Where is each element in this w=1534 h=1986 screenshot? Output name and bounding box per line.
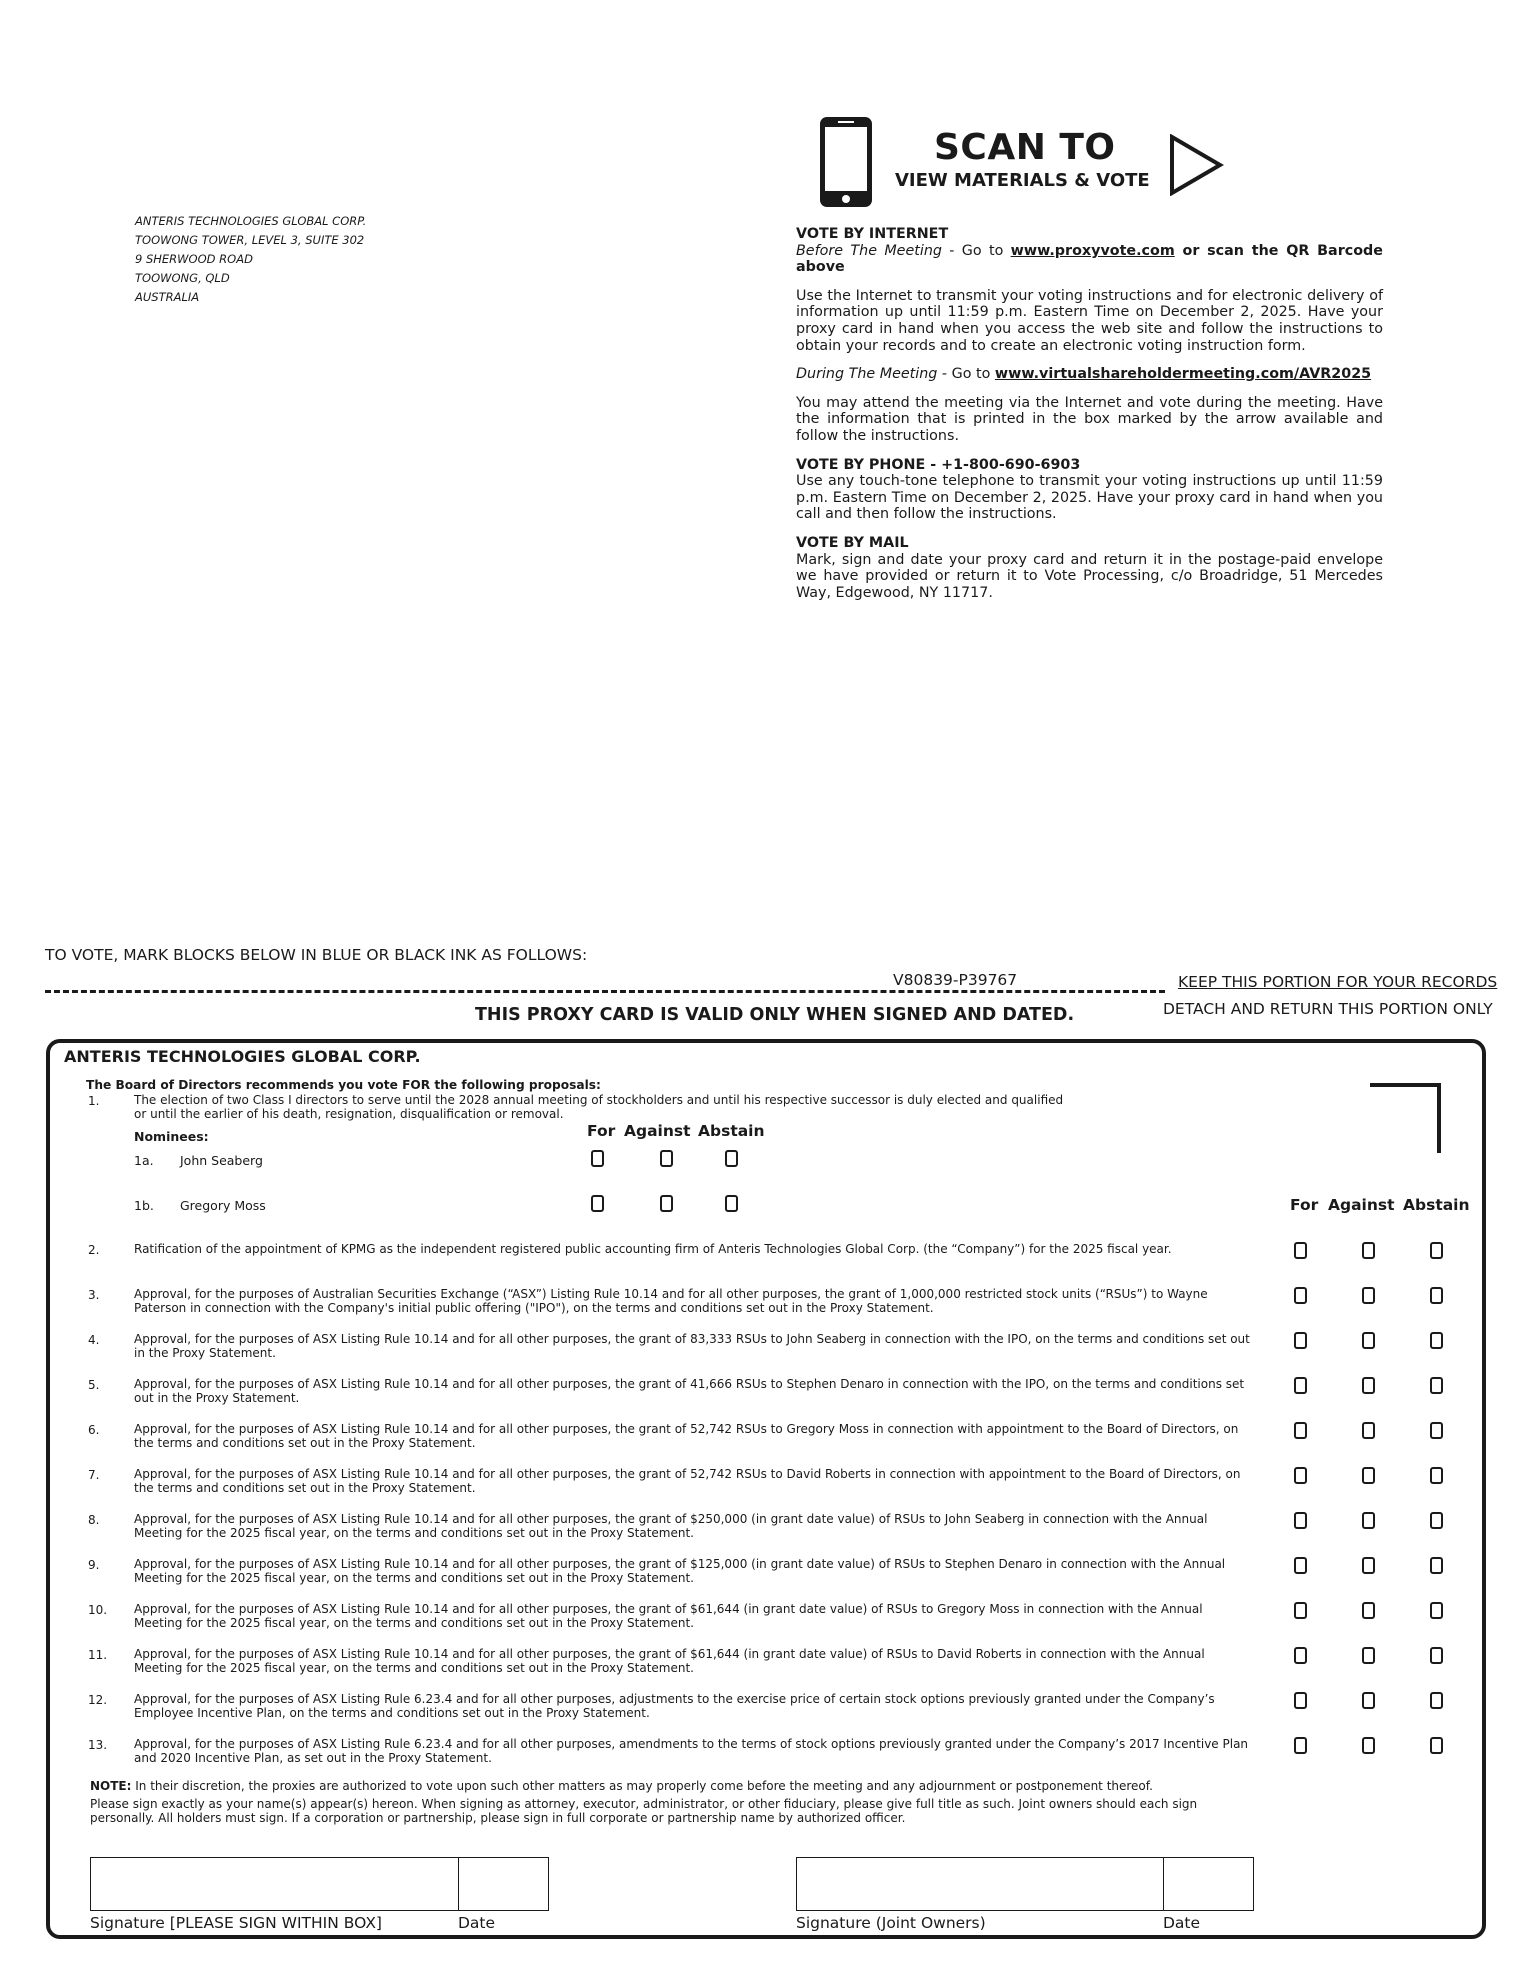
note-label: NOTE: [90, 1779, 132, 1793]
vote-abstain-checkbox[interactable] [1430, 1287, 1443, 1304]
address-line: ANTERIS TECHNOLOGIES GLOBAL CORP. [135, 214, 367, 228]
keep-portion-label: KEEP THIS PORTION FOR YOUR RECORDS [1178, 973, 1498, 991]
proposal-number: 8. [88, 1513, 100, 1527]
vote-for-checkbox[interactable] [1294, 1692, 1307, 1709]
card-title: ANTERIS TECHNOLOGIES GLOBAL CORP. [64, 1047, 421, 1066]
detach-line [45, 990, 1165, 993]
date-label: Date [458, 1914, 496, 1932]
abstain-column-header: Abstain [1403, 1196, 1470, 1214]
signature-label: Signature [PLEASE SIGN WITHIN BOX] [90, 1914, 382, 1932]
vote-against-checkbox[interactable] [1362, 1692, 1375, 1709]
proposal-number: 9. [88, 1558, 100, 1572]
joint-signature-box[interactable] [796, 1857, 1164, 1911]
address-line: 9 SHERWOOD ROAD [135, 252, 253, 266]
note [90, 1779, 1260, 1793]
signature-box[interactable] [90, 1857, 459, 1911]
proposal-text: Approval, for the purposes of ASX Listing Rule 10.14 and for all other purposes, the grant of $125,000 (in grant date value) of RSUs to Stephen Denaro in connection with the Annual Meeting for the 2025 fiscal year, on the terms and conditions set out in the Proxy Statement. [134, 1557, 1226, 1585]
vote-against-checkbox[interactable] [1362, 1242, 1375, 1259]
vote-for-checkbox[interactable] [591, 1150, 604, 1167]
proposal-number: 2. [88, 1243, 100, 1257]
before-label: Before The Meeting [796, 242, 942, 259]
control-number: V80839-P39767 [893, 971, 1018, 989]
vote-abstain-checkbox[interactable] [725, 1150, 738, 1167]
vote-against-checkbox[interactable] [1362, 1287, 1375, 1304]
virtual-meeting-link[interactable]: www.virtualshareholdermeeting.com/AVR2025 [994, 366, 1372, 383]
vote-for-checkbox[interactable] [591, 1195, 604, 1212]
proposal-number: 11. [88, 1648, 108, 1662]
vote-abstain-checkbox[interactable] [1430, 1242, 1443, 1259]
vote-against-checkbox[interactable] [1362, 1557, 1375, 1574]
vote-abstain-checkbox[interactable] [1430, 1467, 1443, 1484]
vote-for-checkbox[interactable] [1294, 1647, 1307, 1664]
before-meeting-line [796, 243, 1383, 276]
address-line: AUSTRALIA [135, 290, 200, 304]
proposal-number: 13. [88, 1738, 108, 1752]
proposal-text: Approval, for the purposes of ASX Listing Rule 10.14 and for all other purposes, the grant of $61,644 (in grant date value) of RSUs to David Roberts in connection with the Annual Meeting for the 2025 fiscal year, on the terms and conditions set out in the Proxy Statement. [134, 1647, 1205, 1675]
nominee-name: John Seaberg [180, 1153, 263, 1168]
proposal-number: 6. [88, 1423, 100, 1437]
vote-against-checkbox[interactable] [1362, 1602, 1375, 1619]
proposal-text: Approval, for the purposes of ASX Listing Rule 10.14 and for all other purposes, the grant of 52,742 RSUs to David Roberts in connection with appointment to the Board of Directors, on the terms and conditions set out in the Proxy Statement. [134, 1467, 1241, 1495]
proposal-number: 10. [88, 1603, 108, 1617]
vote-against-checkbox[interactable] [1362, 1647, 1375, 1664]
internet-heading: VOTE BY INTERNET [796, 226, 949, 242]
proposal-text: Approval, for the purposes of ASX Listing Rule 10.14 and for all other purposes, the grant of $61,644 (in grant date value) of RSUs to Gregory Moss in connection with the Annual Meeting for the 2025 fiscal year, on the terms and conditions set out in the Proxy Statement. [134, 1602, 1203, 1630]
vote-against-checkbox[interactable] [660, 1150, 673, 1167]
vote-abstain-checkbox[interactable] [1430, 1377, 1443, 1394]
vote-abstain-checkbox[interactable] [1430, 1737, 1443, 1754]
against-column-header: Against [1328, 1196, 1395, 1214]
during-body: You may attend the meeting via the Internet and vote during the meeting. Have the information that is printed in the box marked by the arrow available and follow the instructions. [796, 394, 1383, 444]
valid-notice: THIS PROXY CARD IS VALID ONLY WHEN SIGNED AND DATED. [475, 1005, 1075, 1025]
vote-abstain-checkbox[interactable] [1430, 1422, 1443, 1439]
scan-title: SCAN TO [934, 127, 1116, 168]
detach-portion-label: DETACH AND RETURN THIS PORTION ONLY [1163, 1000, 1493, 1018]
vote-for-checkbox[interactable] [1294, 1467, 1307, 1484]
signing-instructions: Please sign exactly as your name(s) appear(s) hereon. When signing as attorney, executor, administrator, or other fiduciary, please give full title as such. Joint owners should each sign personally. All holders must sign. If a corporation or partnership, please sign in full corporate or partnership name by authorized officer. [90, 1797, 1198, 1825]
corner-mark [1370, 1083, 1441, 1153]
abstain-column-header: Abstain [698, 1122, 765, 1140]
nominee-number: 1b. [134, 1198, 154, 1213]
proposal-text: Approval, for the purposes of Australian Securities Exchange (“ASX”) Listing Rule 10.14 and for all other purposes, the grant of 1,000,000 restricted stock units (“RSUs”) to Wayne Paterson in connection with the Company's initial public offering ("IPO"), on the terms and conditions set out in the Proxy Statement. [134, 1287, 1208, 1315]
vote-against-checkbox[interactable] [1362, 1467, 1375, 1484]
joint-signature-label: Signature (Joint Owners) [796, 1914, 986, 1932]
date-box[interactable] [458, 1857, 549, 1911]
nominee-name: Gregory Moss [180, 1198, 266, 1213]
vote-for-checkbox[interactable] [1294, 1557, 1307, 1574]
internet-body: Use the Internet to transmit your voting instructions and for electronic delivery of information up until 11:59 p.m. Eastern Time on December 2, 2025. Have your proxy card in hand when you access the web site and follow the instructions to obtain your records and to create an electronic voting instruction form. [796, 287, 1383, 354]
vote-against-checkbox[interactable] [1362, 1737, 1375, 1754]
phone-heading: VOTE BY PHONE - +1-800-690-6903 [796, 456, 1081, 473]
board-recommendation: The Board of Directors recommends you vote FOR the following proposals: [86, 1078, 601, 1092]
proposal-text: Approval, for the purposes of ASX Listing Rule 10.14 and for all other purposes, the grant of 52,742 RSUs to Gregory Moss in connection with appointment to the Board of Directors, on the terms and conditions set out in the Proxy Statement. [134, 1422, 1239, 1450]
smartphone-icon [818, 115, 874, 209]
vote-abstain-checkbox[interactable] [1430, 1647, 1443, 1664]
against-column-header: Against [624, 1122, 691, 1140]
joint-date-label: Date [1163, 1914, 1201, 1932]
proposal-number: 4. [88, 1333, 100, 1347]
proposal-text: Approval, for the purposes of ASX Listing Rule 10.14 and for all other purposes, the grant of 83,333 RSUs to John Seaberg in connection with the IPO, on the terms and conditions set out in the Proxy Statement. [134, 1332, 1250, 1360]
proposal-text: Approval, for the purposes of ASX Listing Rule 6.23.4 and for all other purposes, amendments to the terms of stock options previously granted under the Company’s 2017 Incentive Plan and 2020 Incentive Plan, as set out in the Proxy Statement. [134, 1737, 1249, 1765]
proposal-text: Approval, for the purposes of ASX Listing Rule 6.23.4 and for all other purposes, adjustments to the exercise price of certain stock options previously granted under the Company’s Employee Incentive Plan, on the terms and conditions set out in the Proxy Statement. [134, 1692, 1215, 1720]
scan-subtitle: VIEW MATERIALS & VOTE [895, 170, 1150, 191]
proposal-text: The election of two Class I directors to serve until the 2028 annual meeting of stockholders and until his respective successor is duly elected and qualified or until the earlier of his death, resignation, disqualification or removal. [134, 1093, 1064, 1121]
vote-for-checkbox[interactable] [1294, 1737, 1307, 1754]
nominees-label: Nominees: [134, 1129, 209, 1144]
vote-for-checkbox[interactable] [1294, 1242, 1307, 1259]
play-arrow-icon [1168, 134, 1224, 196]
vote-abstain-checkbox[interactable] [1430, 1602, 1443, 1619]
vote-abstain-checkbox[interactable] [1430, 1557, 1443, 1574]
address-line: TOOWONG, QLD [135, 271, 230, 285]
vote-abstain-checkbox[interactable] [1430, 1332, 1443, 1349]
joint-date-box[interactable] [1163, 1857, 1254, 1911]
proposal-text: Approval, for the purposes of ASX Listing Rule 10.14 and for all other purposes, the grant of 41,666 RSUs to Stephen Denaro in connection with the IPO, on the terms and conditions set out in the Proxy Statement. [134, 1377, 1245, 1405]
before-sep: - Go to [941, 242, 1011, 259]
proxyvote-link[interactable]: www.proxyvote.com [1010, 242, 1175, 259]
voting-instructions [796, 226, 1383, 601]
vote-against-checkbox[interactable] [1362, 1422, 1375, 1439]
vote-for-checkbox[interactable] [1294, 1332, 1307, 1349]
during-label: During The Meeting [796, 366, 938, 383]
vote-against-checkbox[interactable] [1362, 1377, 1375, 1394]
note-text: In their discretion, the proxies are authorized to vote upon such other matters as may properly come before the meeting and any adjournment or postponement thereof. [131, 1779, 1153, 1793]
vote-abstain-checkbox[interactable] [1430, 1692, 1443, 1709]
proposal-text: Ratification of the appointment of KPMG as the independent registered public accounting firm of Anteris Technologies Global Corp. (the “Company”) for the 2025 fiscal year. [134, 1242, 1172, 1256]
vote-for-checkbox[interactable] [1294, 1422, 1307, 1439]
mailing-address [135, 212, 366, 307]
during-sep: - Go to [937, 366, 995, 383]
nominee-number: 1a. [134, 1153, 154, 1168]
proposal-number: 3. [88, 1288, 100, 1302]
proposal-text: Approval, for the purposes of ASX Listing Rule 10.14 and for all other purposes, the grant of $250,000 (in grant date value) of RSUs to John Seaberg in connection with the Annual Meeting for the 2025 fiscal year, on the terms and conditions set out in the Proxy Statement. [134, 1512, 1208, 1540]
before-tail: or scan the QR Barcode above [796, 242, 1383, 276]
phone-body: Use any touch-tone telephone to transmit your voting instructions up until 11:59 p.m. Eastern Time on December 2, 2025. Have your proxy card in hand when you call and then follow the instructions. [796, 473, 1383, 523]
vote-against-checkbox[interactable] [1362, 1512, 1375, 1529]
proposal-number: 7. [88, 1468, 100, 1482]
vote-against-checkbox[interactable] [1362, 1332, 1375, 1349]
for-column-header: For [587, 1122, 616, 1140]
vote-for-checkbox[interactable] [1294, 1287, 1307, 1304]
mail-body: Mark, sign and date your proxy card and return it in the postage-paid envelope we have provided or return it to Vote Processing, c/o Broadridge, 51 Mercedes Way, Edgewood, NY 11717. [796, 551, 1383, 601]
vote-against-checkbox[interactable] [660, 1195, 673, 1212]
proposal-number: 5. [88, 1378, 100, 1392]
for-column-header: For [1290, 1196, 1319, 1214]
vote-for-checkbox[interactable] [1294, 1602, 1307, 1619]
vote-abstain-checkbox[interactable] [725, 1195, 738, 1212]
vote-for-checkbox[interactable] [1294, 1512, 1307, 1529]
during-meeting-line [796, 366, 1383, 383]
proposal-number: 12. [88, 1693, 108, 1707]
mark-instructions: TO VOTE, MARK BLOCKS BELOW IN BLUE OR BLACK INK AS FOLLOWS: [45, 946, 588, 964]
address-line: TOOWONG TOWER, LEVEL 3, SUITE 302 [135, 233, 365, 247]
vote-abstain-checkbox[interactable] [1430, 1512, 1443, 1529]
vote-for-checkbox[interactable] [1294, 1377, 1307, 1394]
mail-heading: VOTE BY MAIL [796, 534, 909, 551]
proposal-number: 1. [88, 1094, 100, 1108]
